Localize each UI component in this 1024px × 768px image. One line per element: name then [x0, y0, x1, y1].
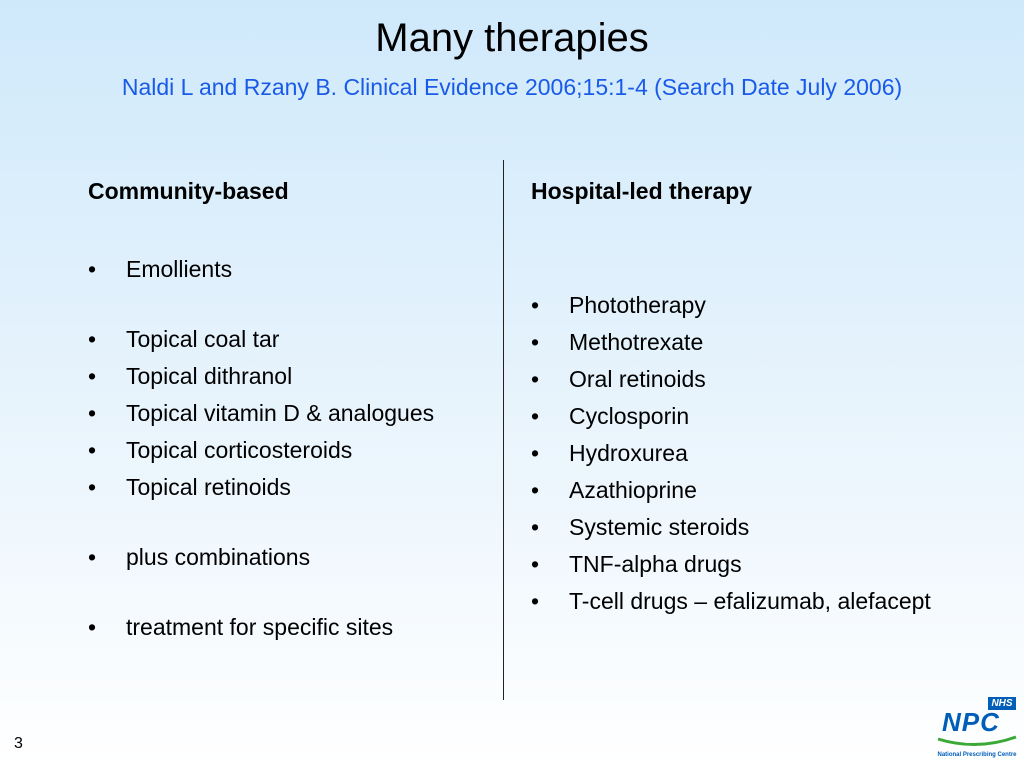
community-therapy-list — [88, 253, 488, 643]
community-based-column — [88, 177, 488, 648]
bullet-icon: • — [531, 477, 540, 503]
slide-title: Many therapies — [375, 16, 649, 60]
list-item-text: Topical retinoids — [126, 474, 291, 500]
list-item — [531, 474, 971, 506]
list-item — [531, 289, 971, 321]
list-item — [88, 360, 488, 392]
bullet-icon: • — [88, 400, 97, 426]
list-item — [531, 548, 971, 580]
list-item — [88, 471, 488, 503]
community-based-heading: Community-based — [88, 178, 289, 204]
nhs-logo: NHS — [988, 697, 1016, 710]
page-number: 3 — [14, 735, 23, 752]
list-item-text: Topical vitamin D & analogues — [126, 400, 435, 426]
list-item — [531, 326, 971, 358]
column-divider — [503, 160, 504, 700]
bullet-icon: • — [88, 437, 97, 463]
list-item-text: Systemic steroids — [569, 514, 750, 540]
list-item — [531, 400, 971, 432]
list-item-text: Hydroxurea — [569, 440, 688, 466]
list-item-text: treatment for specific sites — [126, 614, 394, 640]
bullet-icon: • — [88, 474, 97, 500]
list-item-text: T-cell drugs – efalizumab, alefacept — [569, 588, 931, 614]
list-item-text: TNF-alpha drugs — [569, 551, 742, 577]
npc-caption: National Prescribing Centre — [937, 752, 1017, 758]
list-item — [531, 511, 971, 543]
list-item-text: Azathioprine — [569, 477, 697, 503]
citation-subtitle: Naldi L and Rzany B. Clinical Evidence 2006;15:1-4 (Search Date July 2006) — [121, 74, 903, 100]
bullet-icon: • — [88, 614, 97, 640]
hospital-therapy-list — [531, 289, 971, 617]
list-item-text: Phototherapy — [569, 292, 706, 318]
bullet-icon: • — [531, 292, 540, 318]
npc-wordmark: NPC — [942, 707, 1000, 737]
bullet-icon: • — [531, 440, 540, 466]
bullet-icon: • — [88, 326, 97, 352]
list-item-text: Oral retinoids — [569, 366, 706, 392]
list-item — [531, 437, 971, 469]
bullet-icon: • — [531, 514, 540, 540]
list-item — [531, 363, 971, 395]
bullet-icon: • — [531, 366, 540, 392]
list-item-text: Topical dithranol — [126, 363, 293, 389]
bullet-icon: • — [88, 363, 97, 389]
list-item — [88, 611, 488, 643]
hospital-led-heading: Hospital-led therapy — [531, 178, 753, 204]
list-item-text: Cyclosporin — [569, 403, 690, 429]
swoosh-icon — [934, 735, 1020, 749]
bullet-icon: • — [88, 544, 97, 570]
list-item-text: Topical corticosteroids — [126, 437, 353, 463]
bullet-icon: • — [88, 256, 97, 282]
list-item — [88, 397, 488, 429]
hospital-led-column — [531, 177, 971, 622]
bullet-icon: • — [531, 588, 540, 614]
list-item — [531, 585, 971, 617]
list-item-text: plus combinations — [126, 544, 311, 570]
list-item — [88, 323, 488, 355]
list-item — [88, 434, 488, 466]
list-item-text: Methotrexate — [569, 329, 704, 355]
bullet-icon: • — [531, 329, 540, 355]
bullet-icon: • — [531, 403, 540, 429]
list-item — [88, 253, 488, 285]
list-item-text: Emollients — [126, 256, 233, 282]
list-item — [88, 541, 488, 573]
bullet-icon: • — [531, 551, 540, 577]
list-item-text: Topical coal tar — [126, 326, 280, 352]
npc-logo — [934, 697, 1020, 761]
